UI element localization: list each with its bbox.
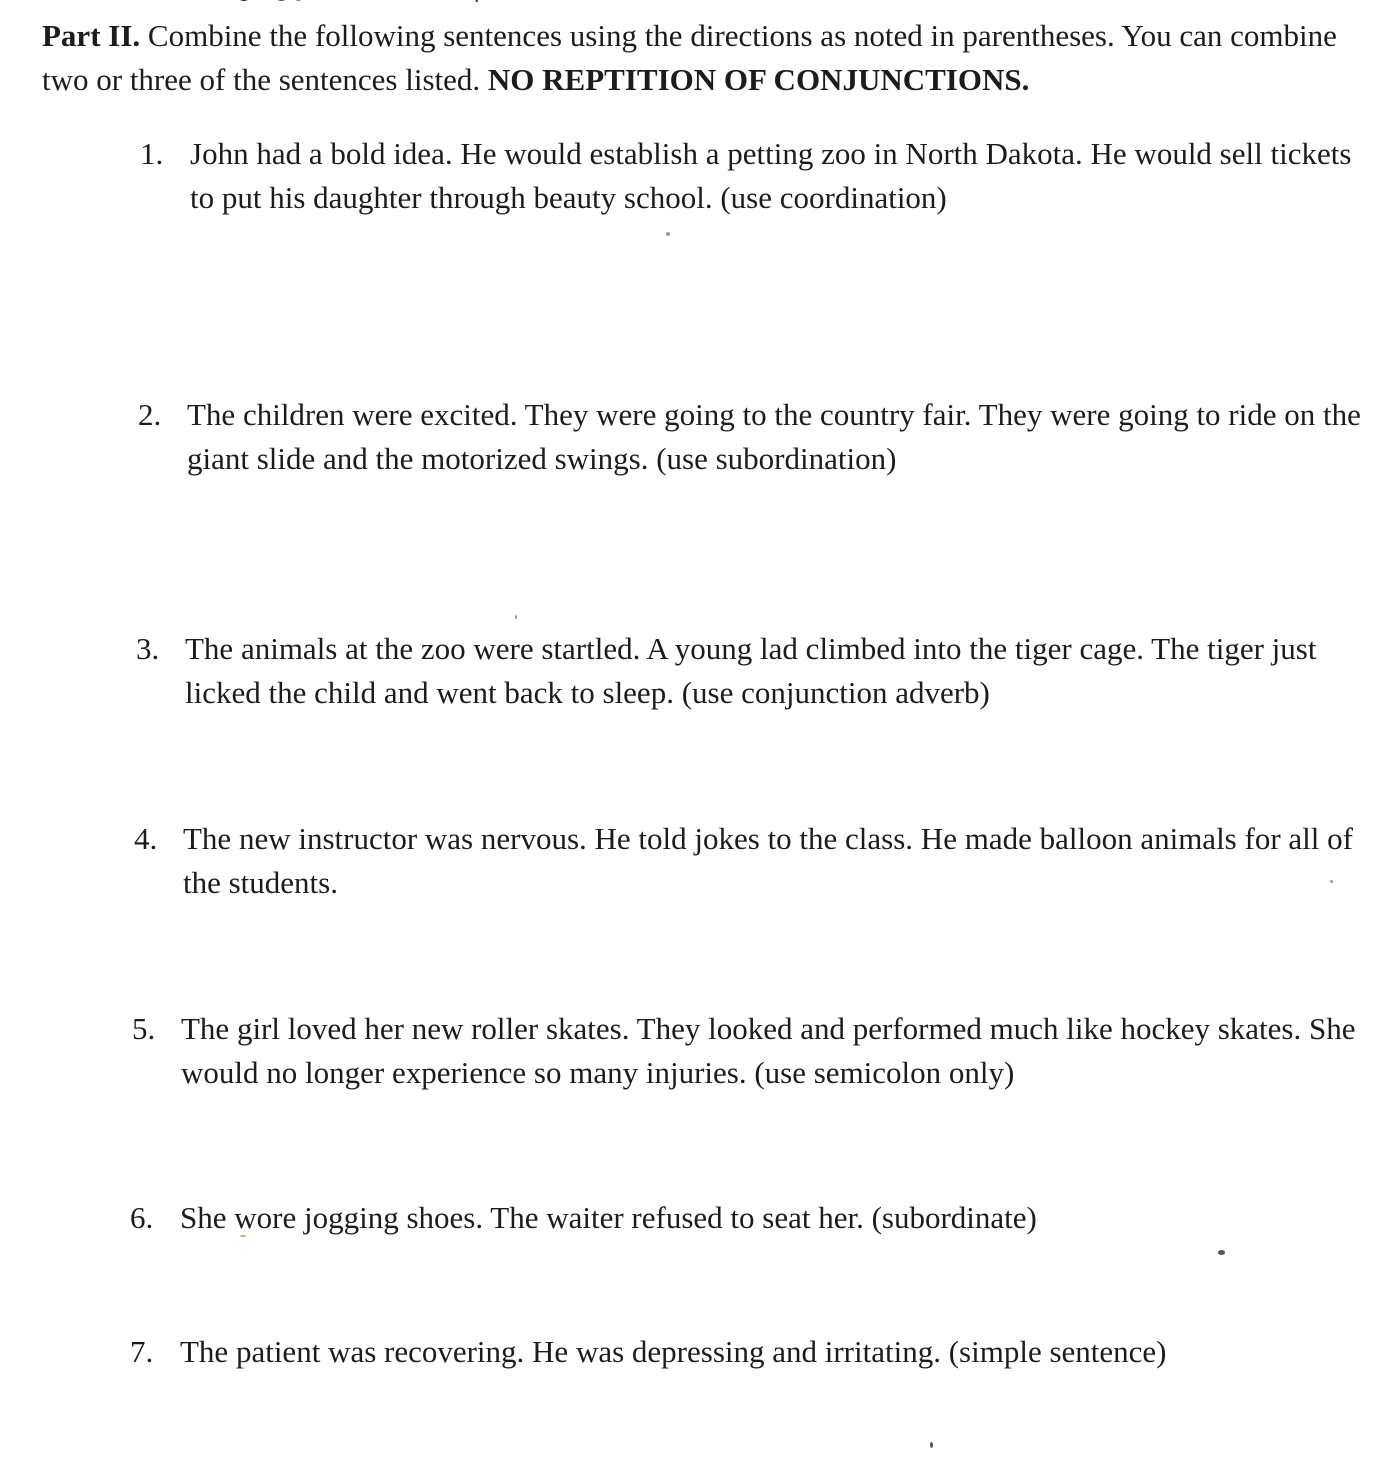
item-text: The animals at the zoo were startled. A young lad climbed into the tiger cage. The tiger just licked the child and went back to sleep. (use conjunction adverb) <box>185 631 1317 710</box>
scan-speck <box>666 232 670 236</box>
item-text: The patient was recovering. He was depressing and irritating. (simple sentence) <box>180 1334 1167 1369</box>
item-number: 2. <box>138 397 162 432</box>
item-number: 6. <box>130 1200 154 1235</box>
item-text: John had a bold idea. He would establish a petting zoo in North Dakota. He would sell tickets to put his daughter through beauty school. (use coordination) <box>190 136 1352 215</box>
item-number: 7. <box>130 1334 154 1369</box>
scan-speck <box>515 615 517 619</box>
item-number: 1. <box>140 136 164 171</box>
item-number: 4. <box>134 821 158 856</box>
item-text: The girl loved her new roller skates. They looked and performed much like hockey skates. She would no longer experience so many injuries. (use semicolon only) <box>181 1011 1356 1090</box>
scan-speck <box>240 1235 246 1237</box>
scan-speck <box>1330 880 1333 883</box>
scan-speck <box>930 1442 933 1448</box>
item-number: 5. <box>132 1011 156 1046</box>
scan-speck <box>1218 1250 1225 1255</box>
item-text: The children were excited. They were going to the country fair. They were going to ride on the giant slide and the motorized swings. (use subordination) <box>187 397 1361 476</box>
part-label: Part II. <box>42 18 141 53</box>
handwritten-scribble <box>225 0 565 12</box>
item-number: 3. <box>136 631 160 666</box>
instructions-emphasis: NO REPTITION OF CONJUNCTIONS. <box>487 62 1030 97</box>
item-text: The new instructor was nervous. He told jokes to the class. He made balloon animals for all of the students. <box>183 821 1353 900</box>
instructions-text: Combine the following sentences using the directions as noted in parentheses. You can combine two or three of the sentences listed. <box>42 18 1337 97</box>
instructions-paragraph <box>42 14 1352 102</box>
item-text: She wore jogging shoes. The waiter refused to seat her. (subordinate) <box>180 1200 1037 1235</box>
